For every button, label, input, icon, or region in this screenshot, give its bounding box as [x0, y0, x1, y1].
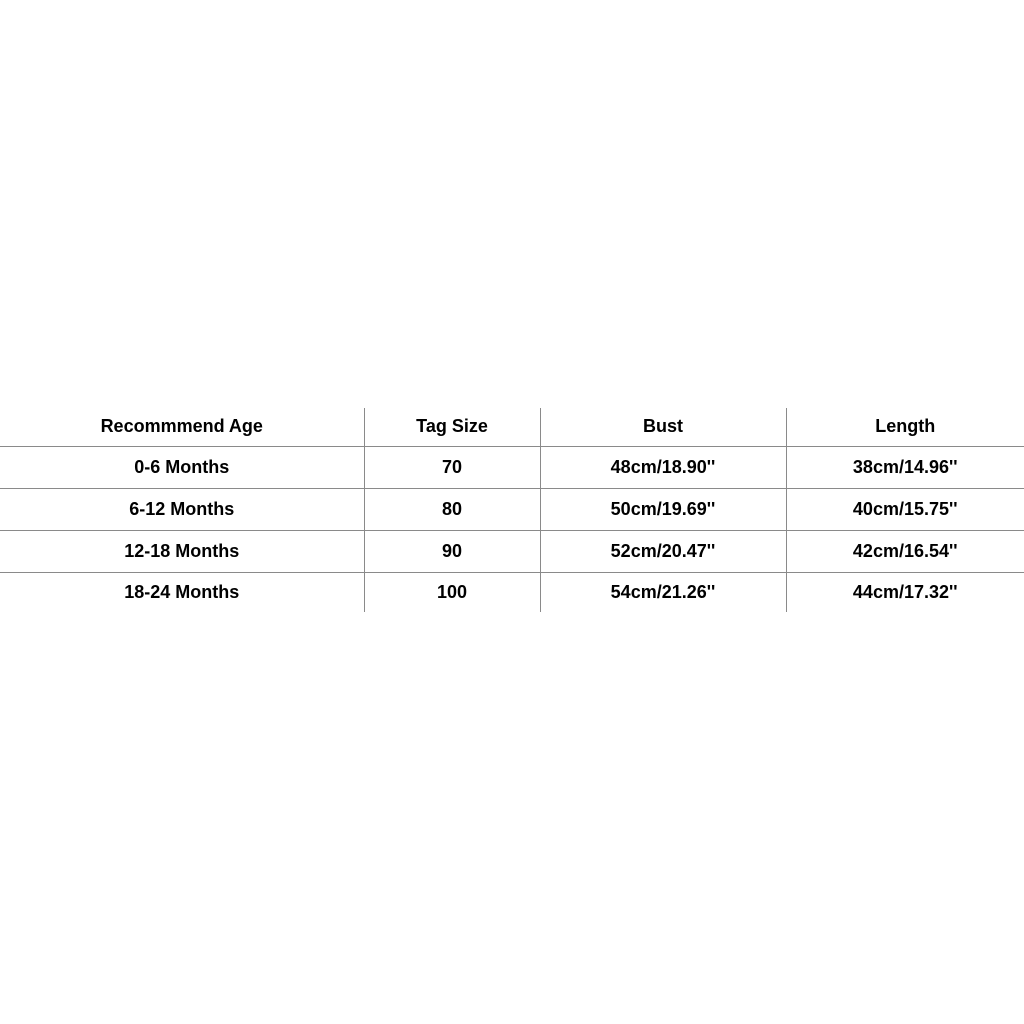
cell-length: 40cm/15.75'' [786, 488, 1024, 530]
cell-tag-size: 70 [364, 446, 540, 488]
header-length: Length [786, 408, 1024, 446]
header-tag-size: Tag Size [364, 408, 540, 446]
cell-tag-size: 100 [364, 572, 540, 612]
header-recommend-age: Recommmend Age [0, 408, 364, 446]
cell-age: 0-6 Months [134, 456, 230, 477]
table-row [0, 530, 1024, 572]
size-chart-table [0, 408, 1024, 612]
table-row [0, 572, 1024, 612]
header-bust: Bust [540, 408, 786, 446]
cell-bust: 50cm/19.69'' [540, 488, 786, 530]
cell-length: 42cm/16.54'' [786, 530, 1024, 572]
cell-length: 38cm/14.96'' [786, 446, 1024, 488]
cell-bust: 52cm/20.47'' [540, 530, 786, 572]
table-row [0, 488, 1024, 530]
cell-age: 6-12 Months [0, 488, 364, 530]
header-row [0, 408, 1024, 446]
cell-bust: 54cm/21.26'' [540, 572, 786, 612]
cell-tag-size: 90 [364, 530, 540, 572]
cell-tag-size: 80 [364, 488, 540, 530]
cell-age: 18-24 Months [0, 572, 364, 612]
cell-length: 44cm/17.32'' [786, 572, 1024, 612]
cell-age: 12-18 Months [0, 530, 364, 572]
cell-bust: 48cm/18.90'' [540, 446, 786, 488]
table-row [0, 446, 1024, 488]
